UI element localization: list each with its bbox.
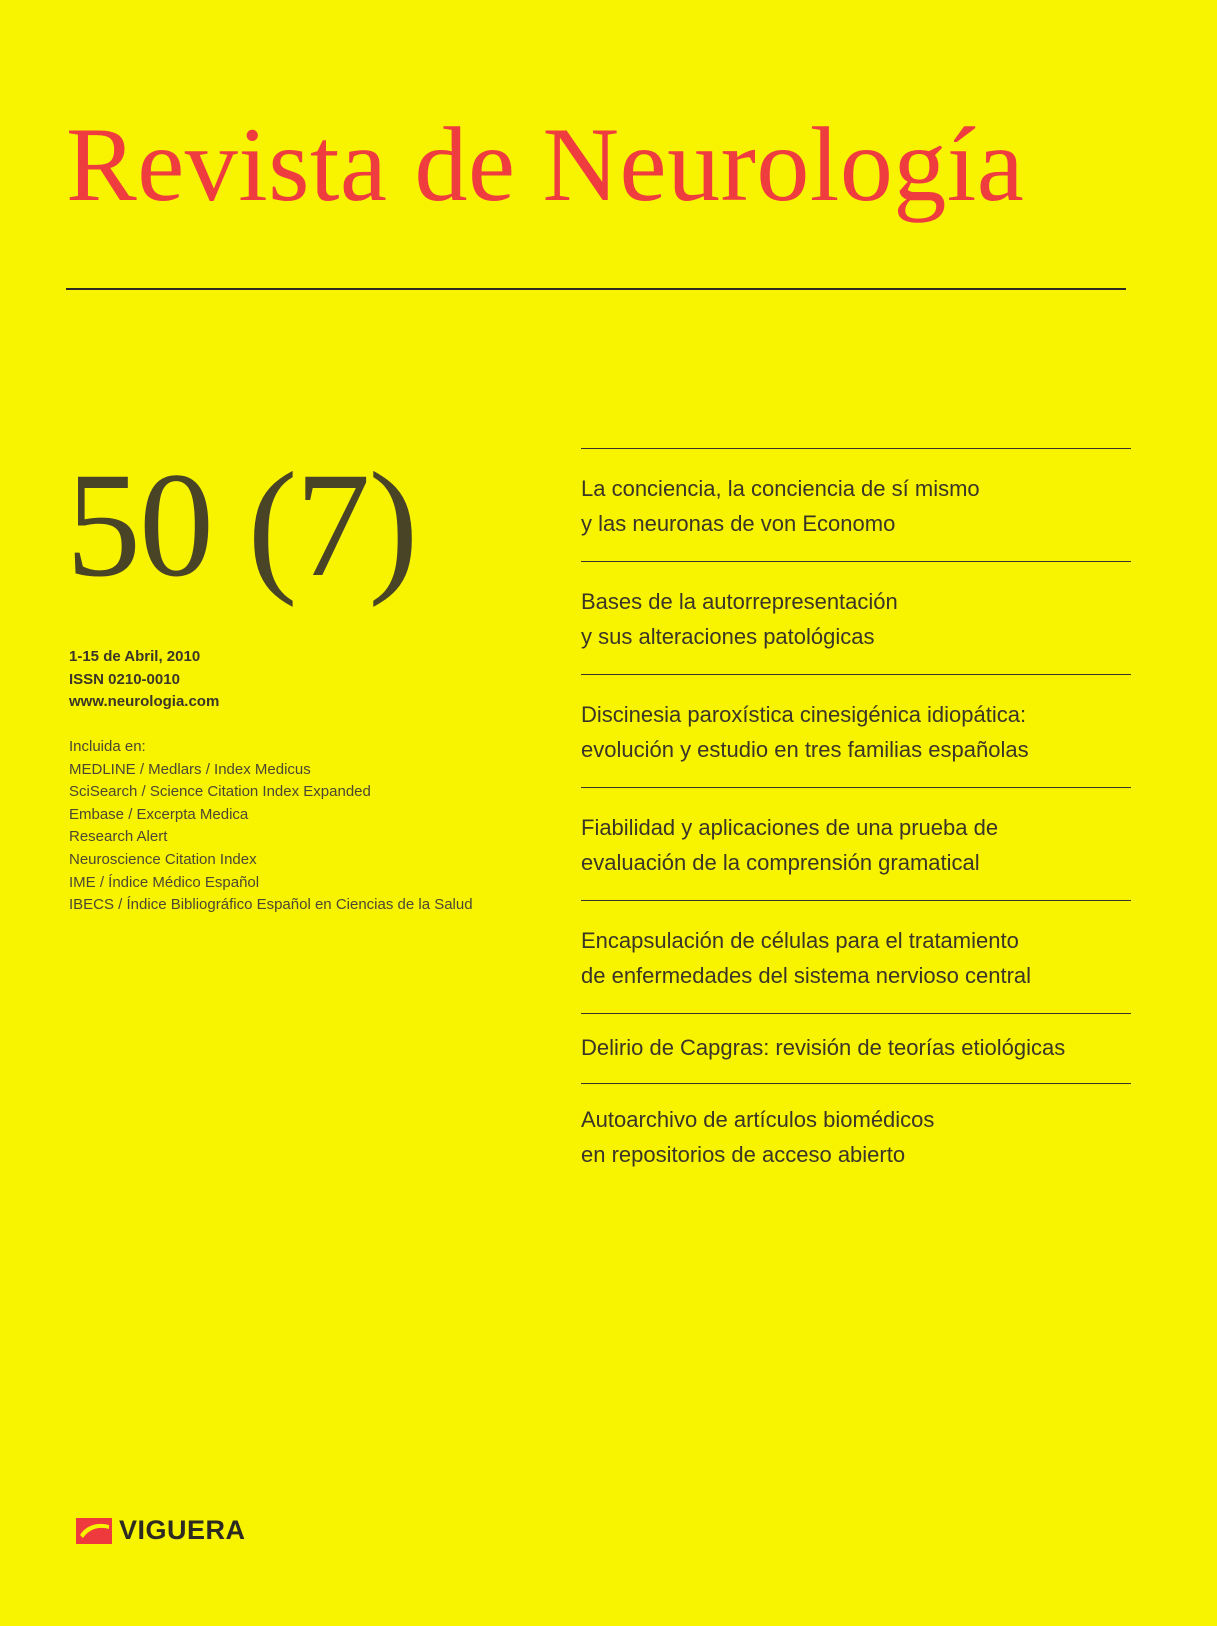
toc-article-title: Autoarchivo de artículos biomédicos en repositorios de acceso abierto bbox=[581, 1107, 935, 1167]
indexing-list bbox=[69, 736, 473, 917]
toc-article-title: Discinesia paroxística cinesigénica idiopática: evolución y estudio en tres familias españolas bbox=[581, 702, 1029, 762]
toc-article-title: Bases de la autorrepresentación y sus alteraciones patológicas bbox=[581, 589, 898, 649]
masthead-divider bbox=[66, 288, 1126, 290]
indexing-item: Research Alert bbox=[69, 828, 168, 846]
issue-date: 1-15 de Abril, 2010 bbox=[69, 648, 201, 665]
indexing-item: Neuroscience Citation Index bbox=[69, 850, 257, 868]
indexing-item: IME / Índice Médico Español bbox=[69, 873, 260, 891]
toc-article-title: Delirio de Capgras: revisión de teorías etiológicas bbox=[581, 1035, 1066, 1060]
toc-article-title: La conciencia, la conciencia de sí mismo y las neuronas de von Economo bbox=[581, 476, 980, 536]
toc-article-title: Encapsulación de células para el tratamiento de enfermedades del sistema nervioso central bbox=[581, 928, 1032, 988]
indexing-heading: Incluida en: bbox=[69, 738, 146, 755]
publisher-name: VIGUERA bbox=[119, 1515, 246, 1545]
issue-details bbox=[69, 646, 219, 714]
indexing-item: MEDLINE / Medlars / Index Medicus bbox=[69, 760, 311, 778]
journal-title: Revista de Neurología bbox=[66, 106, 1025, 223]
viguera-logo-icon bbox=[76, 1518, 112, 1544]
journal-website: www.neurologia.com bbox=[69, 693, 220, 710]
indexing-item: Embase / Excerpta Medica bbox=[69, 805, 249, 823]
publisher-logo bbox=[76, 1515, 246, 1546]
indexing-item: IBECS / Índice Bibliográfico Español en Ciencias de la Salud bbox=[69, 896, 473, 914]
indexing-item: SciSearch / Science Citation Index Expanded bbox=[69, 783, 371, 801]
table-of-contents bbox=[581, 448, 1131, 1192]
issue-volume-number: 50 (7) bbox=[66, 442, 417, 608]
issue-issn: ISSN 0210-0010 bbox=[69, 670, 180, 688]
toc-article-title: Fiabilidad y aplicaciones de una prueba de evaluación de la comprensión gramatical bbox=[581, 815, 999, 875]
